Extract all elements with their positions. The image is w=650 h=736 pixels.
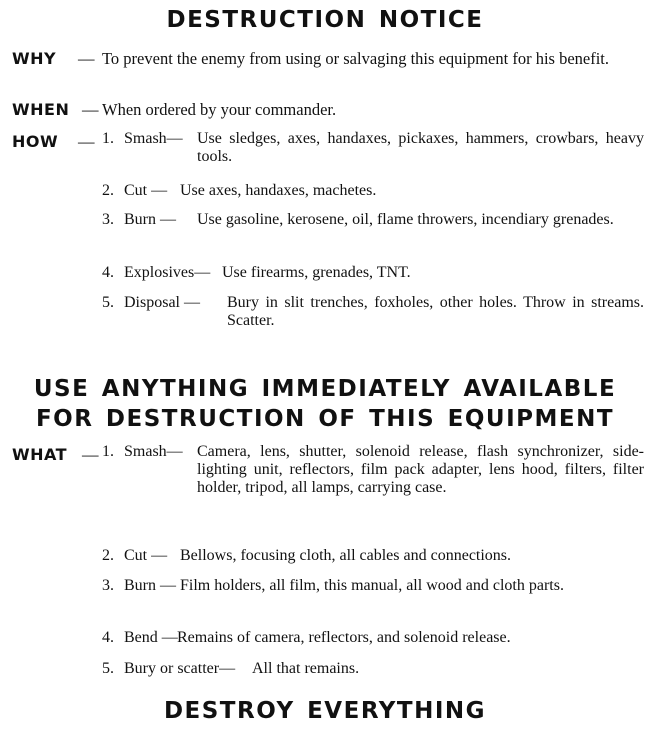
how-item-1 (102, 130, 644, 180)
subheading-line-2: FOR DESTRUCTION OF THIS EQUIPMENT (35, 406, 615, 432)
item-term: Disposal — (124, 294, 200, 311)
subheading-line-1: USE ANYTHING IMMEDIATELY AVAILABLE (33, 376, 617, 402)
item-description: Use axes, handaxes, machetes. (180, 182, 377, 199)
item-term: Cut — (124, 547, 168, 564)
item-number: 4. (102, 629, 114, 646)
item-term: Smash— (124, 443, 183, 460)
how-item-2 (102, 182, 644, 207)
when-dash: — (82, 100, 99, 119)
when-text: When ordered by your commander. (102, 100, 337, 119)
item-description: All that remains. (252, 660, 360, 677)
what-item-3 (102, 577, 644, 627)
what-item-1 (102, 443, 644, 543)
item-description: Use firearms, grenades, TNT. (222, 264, 411, 281)
item-number: 1. (102, 443, 114, 460)
item-term: Cut — (124, 182, 168, 199)
item-description: Use sledges, axes, handaxes, pickaxes, hammers, crowbars, heavy tools. (197, 130, 644, 165)
item-number: 2. (102, 547, 114, 564)
item-term: Bend — (124, 629, 178, 646)
item-description: Bellows, focusing cloth, all cables and connections. (180, 547, 512, 564)
what-item-5 (102, 660, 644, 685)
when-label: WHEN (12, 100, 70, 119)
item-description: Remains of camera, reflectors, and solenoid release. (177, 629, 511, 646)
page-title: DESTRUCTION NOTICE (166, 7, 484, 33)
item-term: Burn — (124, 577, 176, 594)
item-term: Explosives— (124, 264, 211, 281)
why-label: WHY (12, 49, 57, 68)
item-description: Use gasoline, kerosene, oil, flame throwers, incendiary grenades. (197, 211, 614, 228)
item-number: 3. (102, 577, 114, 594)
how-item-4 (102, 264, 644, 289)
how-item-3 (102, 211, 644, 261)
item-term: Burn — (124, 211, 176, 228)
item-description: Bury in slit trenches, foxholes, other holes. Throw in streams. Scatter. (227, 294, 644, 329)
item-number: 5. (102, 294, 114, 311)
footer-heading: DESTROY EVERYTHING (163, 698, 487, 724)
item-number: 3. (102, 211, 114, 228)
why-text: To prevent the enemy from using or salvaging this equipment for his benefit. (102, 49, 610, 68)
what-dash: — (82, 445, 99, 464)
item-description: Film holders, all film, this manual, all wood and cloth parts. (180, 577, 564, 594)
item-description: Camera, lens, shutter, solenoid release, flash synchronizer, side-lighting unit, reflectors, film pack adapter, lens hood, filters, filter holder, tripod, all lamps, carrying case. (197, 443, 644, 496)
what-item-4 (102, 629, 644, 654)
what-label: WHAT (12, 445, 68, 464)
item-number: 5. (102, 660, 114, 677)
item-number: 2. (102, 182, 114, 199)
item-term: Bury or scatter— (124, 660, 236, 677)
how-dash: — (78, 132, 95, 151)
why-dash: — (78, 49, 95, 68)
item-number: 4. (102, 264, 114, 281)
item-term: Smash— (124, 130, 183, 147)
what-item-2 (102, 547, 644, 572)
item-number: 1. (102, 130, 114, 147)
how-item-5 (102, 294, 644, 344)
how-label: HOW (12, 132, 59, 151)
